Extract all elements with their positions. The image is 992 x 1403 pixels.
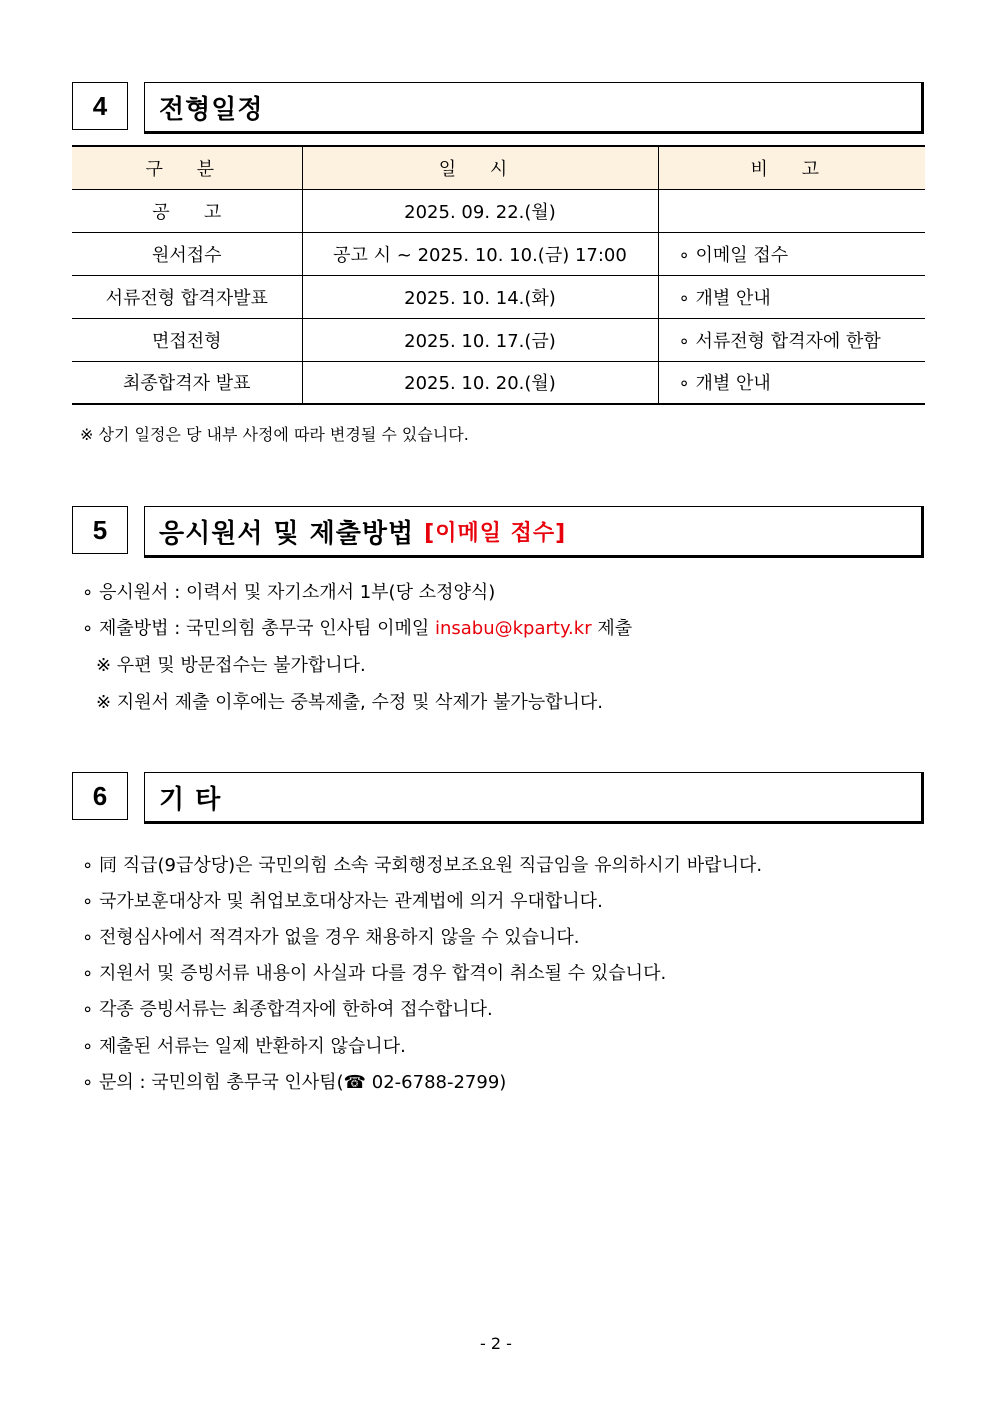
note-cell <box>658 189 925 232</box>
list-item: ∘ 同 직급(9급상당)은 국민의힘 소속 국회행정보조요원 직급임을 유의하시기 바랍니다. <box>82 855 763 876</box>
schedule-table <box>72 145 925 405</box>
column-header: 비 고 <box>658 146 925 189</box>
note-cell: ∘ 개별 안내 <box>658 361 925 404</box>
list-item: ∘ 제출된 서류는 일제 반환하지 않습니다. <box>82 1036 406 1057</box>
schedule-footnote: ※ 상기 일정은 당 내부 사정에 따라 변경될 수 있습니다. <box>80 425 469 444</box>
section-title-text: 전형일정 <box>159 94 264 125</box>
table-row <box>72 189 925 232</box>
table-header-row <box>72 146 925 189</box>
section-title <box>144 772 924 824</box>
section-title <box>144 82 924 134</box>
contact-item: ∘ 문의 : 국민의힘 총무국 인사팀(☎ 02-6788-2799) <box>82 1072 507 1093</box>
stage-cell: 원서접수 <box>72 232 302 275</box>
date-cell: 2025. 10. 17.(금) <box>302 318 658 361</box>
submission-method-item <box>82 614 632 640</box>
table-row <box>72 318 925 361</box>
section-5-header <box>72 506 925 558</box>
list-item: ∘ 국가보훈대상자 및 취업보호대상자는 관계법에 의거 우대합니다. <box>82 891 603 912</box>
table-row <box>72 361 925 404</box>
section-title-highlight: [이메일 접수] <box>424 520 567 546</box>
date-cell: 2025. 09. 22.(월) <box>302 189 658 232</box>
section-number: 6 <box>72 772 128 820</box>
section-4-header <box>72 82 925 134</box>
submission-note: ※ 지원서 제출 이후에는 중복제출, 수정 및 삭제가 불가능합니다. <box>96 692 603 713</box>
stage-cell: 공 고 <box>72 189 302 232</box>
table-row <box>72 275 925 318</box>
page-number: - 2 - <box>480 1334 512 1353</box>
method-prefix: ∘ 제출방법 : 국민의힘 총무국 인사팀 이메일 <box>82 618 435 639</box>
list-item: ∘ 각종 증빙서류는 최종합격자에 한하여 접수합니다. <box>82 999 493 1020</box>
note-cell: ∘ 개별 안내 <box>658 275 925 318</box>
stage-cell: 최종합격자 발표 <box>72 361 302 404</box>
email-link[interactable]: insabu@kparty.kr <box>434 618 592 639</box>
table-row <box>72 232 925 275</box>
stage-cell: 면접전형 <box>72 318 302 361</box>
list-item: ∘ 전형심사에서 적격자가 없을 경우 채용하지 않을 수 있습니다. <box>82 927 580 948</box>
date-cell: 공고 시 ~ 2025. 10. 10.(금) 17:00 <box>302 232 658 275</box>
note-cell: ∘ 서류전형 합격자에 한함 <box>658 318 925 361</box>
application-item: ∘ 응시원서 : 이력서 및 자기소개서 1부(당 소정양식) <box>82 582 496 603</box>
section-title-text: 응시원서 및 제출방법 <box>159 518 415 549</box>
section-title <box>144 506 924 558</box>
date-cell: 2025. 10. 14.(화) <box>302 275 658 318</box>
stage-cell: 서류전형 합격자발표 <box>72 275 302 318</box>
column-header: 일 시 <box>302 146 658 189</box>
section-number: 4 <box>72 82 128 130</box>
list-item: ∘ 지원서 및 증빙서류 내용이 사실과 다를 경우 합격이 취소될 수 있습니다. <box>82 963 667 984</box>
note-cell: ∘ 이메일 접수 <box>658 232 925 275</box>
date-cell: 2025. 10. 20.(월) <box>302 361 658 404</box>
section-number: 5 <box>72 506 128 554</box>
method-suffix: 제출 <box>591 618 633 639</box>
column-header: 구 분 <box>72 146 302 189</box>
section-title-text: 기 타 <box>159 784 222 815</box>
submission-note: ※ 우편 및 방문접수는 불가합니다. <box>96 655 366 676</box>
section-6-header <box>72 772 925 824</box>
